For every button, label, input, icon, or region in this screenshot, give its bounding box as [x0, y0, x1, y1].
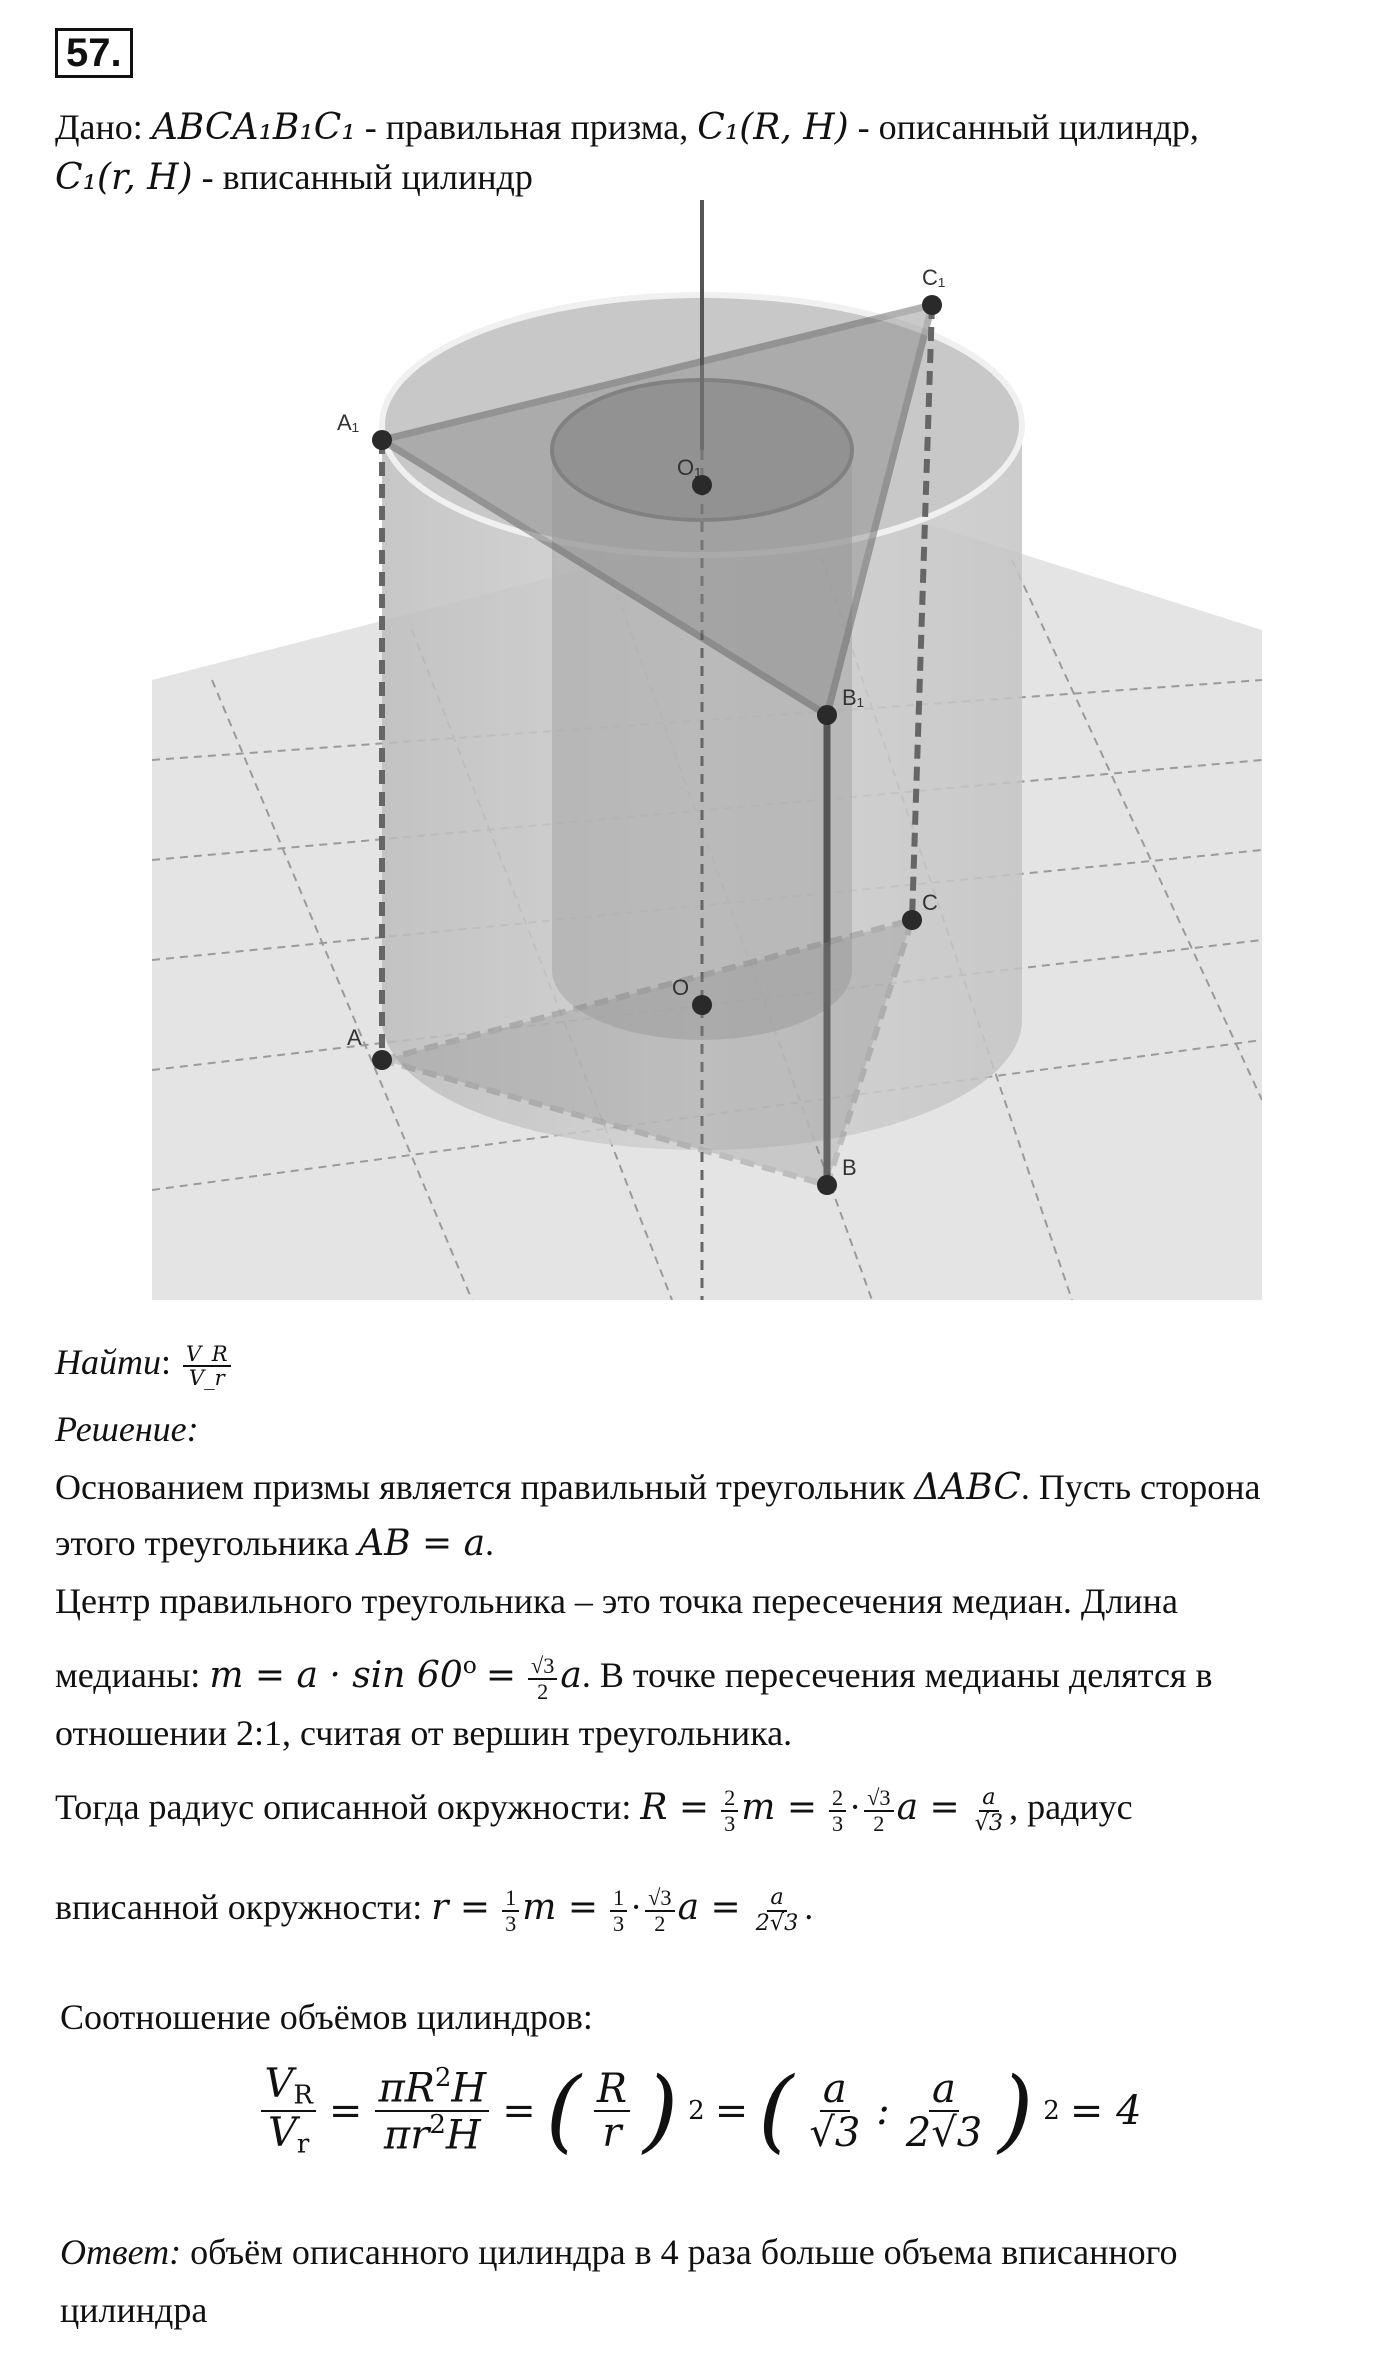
solution-label: Решение: — [55, 1409, 199, 1449]
prism-desc: - правильная призма, — [364, 107, 689, 147]
label-c1: C₁ — [922, 265, 946, 290]
answer-text: объём описанного цилиндра в 4 раза больше объема вписанного — [190, 2232, 1178, 2272]
label-o1: O₁ — [677, 455, 702, 480]
outer-desc: - описанный цилиндр, — [857, 107, 1199, 147]
text-line-6: Тогда радиус описанной окружности: R = $\frac{2}{3}$ m = $\frac{2}{3}$ · $\frac{√3}{2}$ a = $\frac{a}{√3}$ , радиус — [55, 1784, 1133, 1836]
text-line-1: Основанием призмы является правильный треугольник ΔABC. Пусть сторона — [55, 1467, 1261, 1508]
outer-cylinder: C₁(R, H) — [697, 107, 849, 148]
label-a: A — [347, 1025, 362, 1050]
label-b: B — [842, 1155, 857, 1180]
find-den: V_r — [188, 1364, 225, 1390]
inner-desc: - вписанный цилиндр — [201, 157, 533, 197]
given-label: Дано: — [55, 107, 143, 147]
given-line-2 — [55, 150, 533, 205]
find-line: Найти: $\frac{V\_R}{V\_r}$ — [55, 1335, 234, 1389]
prism-name: ABCA₁B₁C₁ — [151, 107, 356, 148]
label-b1: B₁ — [842, 685, 865, 710]
given-line-1 — [55, 100, 1199, 155]
text-line-5: отношении 2:1, считая от вершин треугольника. — [55, 1713, 793, 1753]
find-fraction — [183, 1340, 231, 1390]
text-line-2: этого треугольника AB = a. — [55, 1523, 495, 1564]
find-label: Найти — [55, 1342, 161, 1382]
answer-line-1 — [60, 2225, 1178, 2279]
find-num: V_R — [183, 1343, 231, 1367]
answer-label: Ответ: — [60, 2232, 182, 2272]
text-line-4: медианы: m = a · sin 60$^o$ = $\frac{√3}{2}$ a. В точке пересечения медианы делятся в — [55, 1651, 1213, 1704]
label-c: C — [922, 890, 938, 915]
problem-number: 57. — [55, 28, 133, 78]
prism-cylinder-figure — [152, 200, 1262, 1300]
text-line-7: вписанной окружности: r = $\frac{1}{3}$ m = $\frac{1}{3}$ · $\frac{√3}{2}$ a = $\frac{a}{2√3}$ . — [55, 1884, 814, 1936]
label-a1: A₁ — [337, 410, 360, 435]
inner-cylinder: C₁(r, H) — [55, 157, 193, 198]
ratio-formula: $\frac{V_R}{V_r}$ = $\frac{\pi R^2H}{\pi r^2H}$ = ( $\frac{R}{r}$ ) 2 = ( $\frac{a}{√3}$ : $\frac{a}{2√3}$ ) 2 = 4 — [0, 2060, 1400, 2159]
ratio-label: Соотношение объёмов цилиндров: — [60, 1997, 593, 2037]
text-line-3: Центр правильного треугольника – это точка пересечения медиан. Длина — [55, 1581, 1178, 1621]
label-o: O — [672, 975, 690, 1000]
answer-line-2: цилиндра — [60, 2290, 208, 2330]
